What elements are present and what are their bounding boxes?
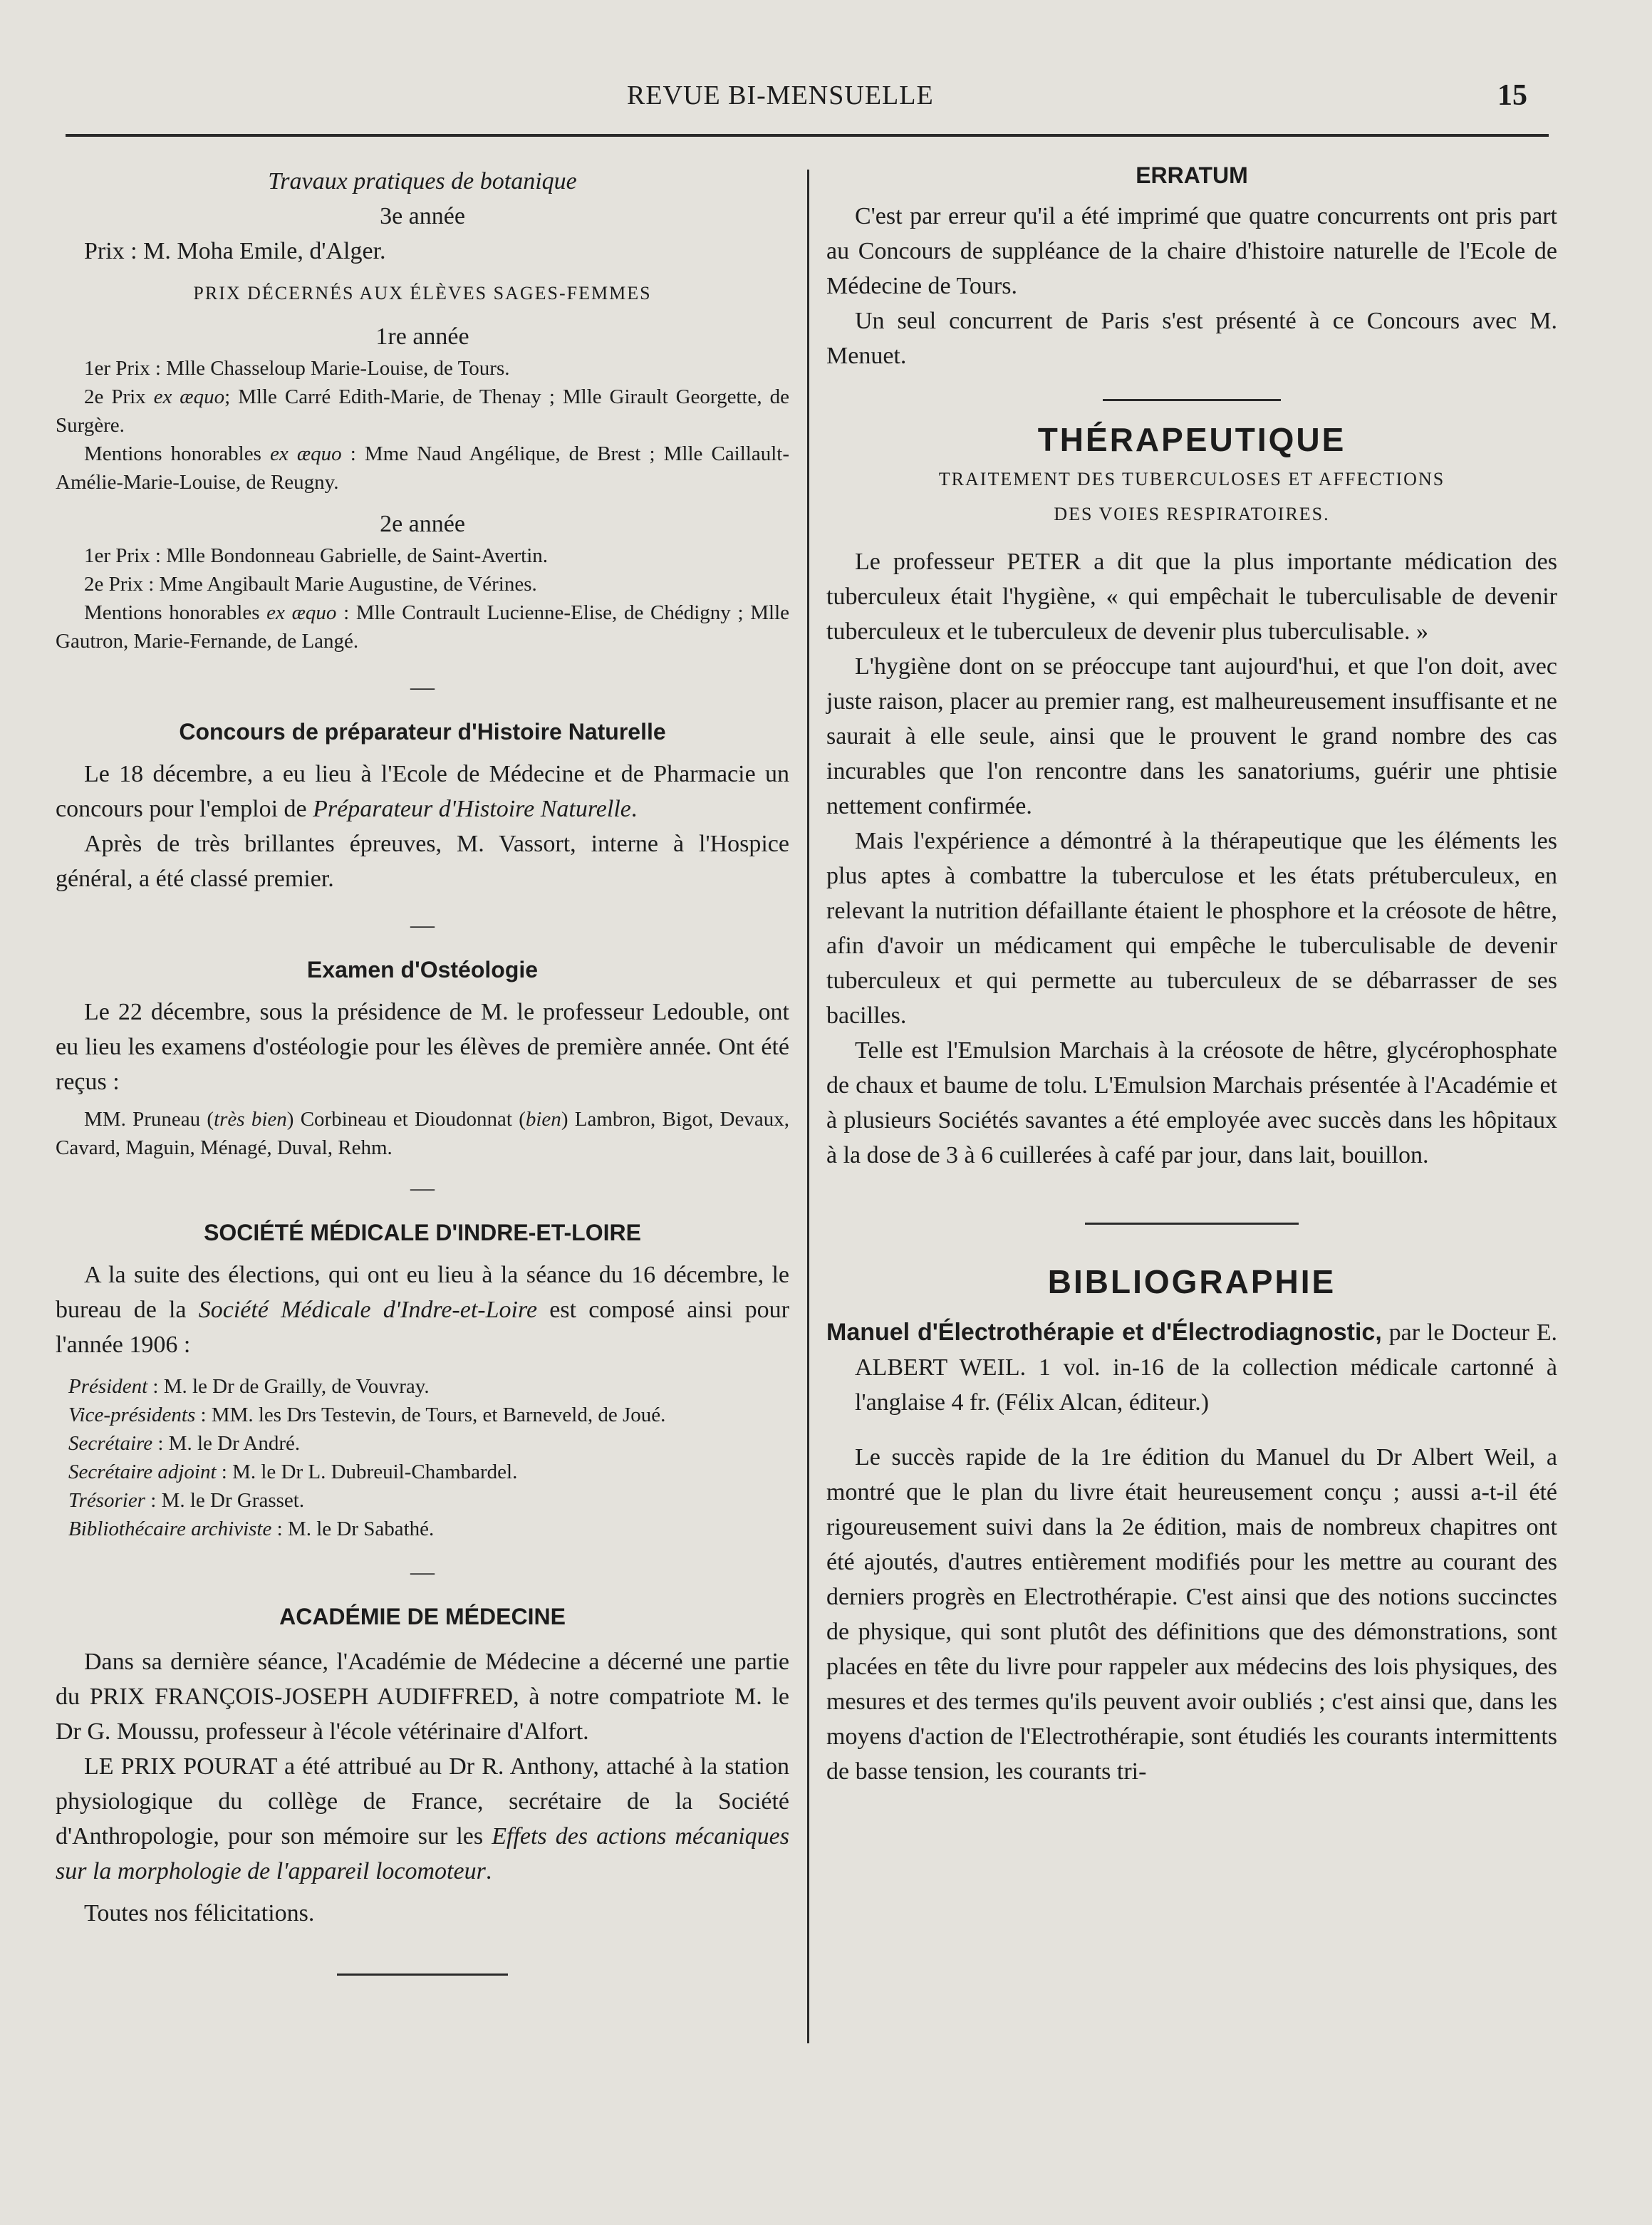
therapeutique-paragraph: L'hygiène dont on se préoccupe tant aujourd'hui, et que l'on doit, avec juste raison, placer au premier rang, est malheureusement insuffisante et ne saurait à elle seule, ainsi que le prouvent le grand nombre des cas incurables que l'on rencontre dans les sanatoriums, guérir une phtisie nettement confirmée. xyxy=(826,653,1557,819)
section-dash: — xyxy=(410,1559,435,1585)
left-column xyxy=(56,164,789,1976)
year1-prizes xyxy=(56,354,789,497)
concours-paragraph: Après de très brillantes épreuves, M. Vassort, interne à l'Hospice général, a été classé premier. xyxy=(56,831,789,892)
osteologie-heading: Examen d'Ostéologie xyxy=(306,957,539,982)
mention-line: Mentions honorables ex æquo : Mme Naud Angélique, de Brest ; Mlle Caillault-Amélie-Marie-Louise, de Reugny. xyxy=(56,442,789,494)
bureau-line: Président : M. le Dr de Grailly, de Vouvray. xyxy=(68,1375,430,1398)
erratum-paragraph: C'est par erreur qu'il a été imprimé que quatre concurrents ont pris part au Concours de suppléance de la chaire d'histoire naturelle de l'Ecole de Médecine de Tours. xyxy=(826,203,1557,299)
osteologie-paragraph: Le 22 décembre, sous la présidence de M. le professeur Ledouble, ont eu lieu les examens d'ostéologie pour les élèves de première année. Ont été reçus : xyxy=(56,999,789,1095)
section-dash: — xyxy=(410,1175,435,1201)
prize-line: 1er Prix : Mlle Chasseloup Marie-Louise, de Tours. xyxy=(84,357,510,380)
societe-heading: SOCIÉTÉ MÉDICALE D'INDRE-ET-LOIRE xyxy=(204,1220,641,1245)
section-dash: — xyxy=(410,674,435,700)
bureau-line: Bibliothécaire archiviste : M. le Dr Sabathé. xyxy=(68,1518,435,1540)
sages-femmes-year2: 2e année xyxy=(380,511,465,537)
academie-closing: Toutes nos félicitations. xyxy=(84,1900,315,1926)
societe-paragraph: A la suite des élections, qui ont eu lieu à la séance du 16 décembre, le bureau de la Société Médicale d'Indre-et-Loire est composé ainsi pour l'année 1906 : xyxy=(56,1262,790,1358)
column-rule xyxy=(807,170,809,2043)
concours-heading: Concours de préparateur d'Histoire Naturelle xyxy=(179,719,666,745)
right-column xyxy=(826,158,1557,1789)
section-dash: — xyxy=(410,912,435,938)
academie-paragraph: Dans sa dernière séance, l'Académie de Médecine a décerné une partie du PRIX FRANÇOIS-JOSEPH AUDIFFRED, à notre compatriote M. le Dr G. Moussu, professeur à l'école vétérinaire d'Alfort. xyxy=(56,1649,789,1745)
section-rule xyxy=(1103,399,1281,401)
osteologie-names: MM. Pruneau (très bien) Corbineau et Dioudonnat (bien) Lambron, Bigot, Devaux, Cavard, Maguin, Ménagé, Duval, Rehm. xyxy=(56,1108,789,1159)
botanique-title: Travaux pratiques de botanique xyxy=(268,168,577,195)
academie-heading: ACADÉMIE DE MÉDECINE xyxy=(279,1604,566,1629)
concours-paragraph: Le 18 décembre, a eu lieu à l'Ecole de Médecine et de Pharmacie un concours pour l'emploi de Préparateur d'Histoire Naturelle. xyxy=(56,761,789,822)
erratum-paragraph: Un seul concurrent de Paris s'est présenté à ce Concours avec M. Menuet. xyxy=(826,308,1557,369)
botanique-prize: Prix : M. Moha Emile, d'Alger. xyxy=(84,238,386,264)
section-rule xyxy=(1085,1223,1299,1225)
bureau-line: Vice-présidents : MM. les Drs Testevin, de Tours, et Barneveld, de Joué. xyxy=(68,1404,666,1426)
running-title: REVUE BI-MENSUELLE xyxy=(627,81,934,110)
prize-line: 1er Prix : Mlle Bondonneau Gabrielle, de Saint-Avertin. xyxy=(84,544,548,567)
bibliographie-paragraph: Le succès rapide de la 1re édition du Manuel du Dr Albert Weil, a montré que le plan du livre était heureusement conçu ; aussi a-t-il été rigoureusement suivi dans la 2e édition, mais de nombreux chapitres ont été ajoutés, d'autres entièrement modifiés pour les mettre au courant des derniers progrès en Electrothérapie. C'est ainsi que des notions succinctes de physique, qui sont plutôt des définitions que des démonstrations, sont placées en tête du livre pour rappeler aux médecins des lois physiques, des mesures et des termes qu'ils peuvent avoir oubliés ; c'est ainsi que, dans les moyens d'action de l'Electrothérapie, sont étudiés les courants intermittents de basse tension, les courants tri- xyxy=(826,1444,1557,1785)
bureau-line: Secrétaire : M. le Dr André. xyxy=(68,1432,301,1455)
therapeutique-paragraph: Le professeur PETER a dit que la plus importante médication des tuberculeux était l'hygiène, « qui empêchait le tuberculisable de devenir tuberculeux et le tuberculeux de devenir plus tuberculisable. » xyxy=(826,549,1557,645)
academie-paragraph: LE PRIX POURAT a été attribué au Dr R. Anthony, attaché à la station physiologique du collège de France, secrétaire de la Société d'Anthropologie, pour son mémoire sur les Effets des actions mécaniques sur la morphologie de l'appareil locomoteur. xyxy=(56,1753,789,1884)
header-rule xyxy=(66,134,1549,137)
bibliographie-heading: BIBLIOGRAPHIE xyxy=(1047,1263,1336,1300)
therapeutique-subtitle: DES VOIES RESPIRATOIRES. xyxy=(1054,504,1330,524)
therapeutique-paragraph: Telle est l'Emulsion Marchais à la créosote de hêtre, glycérophosphate de chaux et baume de tolu. L'Emulsion Marchais présentée à l'Académie et à plusieurs Sociétés savantes a été employée avec succès dans les hôpitaux à la dose de 3 à 6 cuillerées à café par jour, dans lait, bouillon. xyxy=(826,1037,1557,1168)
book-reference: Manuel d'Électrothérapie et d'Électrodiagnostic, par le Docteur E. ALBERT WEIL. 1 vol. in-16 de la collection médicale cartonné à l'anglaise 4 fr. (Félix Alcan, éditeur.) xyxy=(826,1319,1557,1416)
sages-femmes-year1: 1re année xyxy=(375,323,469,350)
prize-line: 2e Prix : Mme Angibault Marie Augustine, de Vérines. xyxy=(84,573,537,596)
therapeutique-paragraph: Mais l'expérience a démontré à la thérapeutique que les éléments les plus aptes à combattre la tuberculose et les états prétuberculeux, en relevant la nutrition défaillante étaient le phosphore et la créosote de hêtre, afin d'avoir un médicament qui empêche le tuberculisable de devenir tuberculeux et qui permette au tuberculeux de se débarrasser de ses bacilles. xyxy=(826,828,1557,1029)
therapeutique-subtitle: TRAITEMENT DES TUBERCULOSES ET AFFECTIONS xyxy=(938,469,1445,489)
bureau-line: Trésorier : M. le Dr Grasset. xyxy=(68,1489,305,1512)
therapeutique-heading: THÉRAPEUTIQUE xyxy=(1037,421,1346,458)
prize-line: 2e Prix ex æquo; Mlle Carré Edith-Marie, de Thenay ; Mlle Girault Georgette, de Surgère. xyxy=(56,385,789,437)
erratum-heading: ERRATUM xyxy=(1136,162,1248,188)
page-number: 15 xyxy=(1497,79,1527,112)
mention-line: Mentions honorables ex æquo : Mlle Contrault Lucienne-Elise, de Chédigny ; Mlle Gautron, Marie-Fernande, de Langé. xyxy=(56,601,789,653)
sages-femmes-heading: PRIX DÉCERNÉS AUX ÉLÈVES SAGES-FEMMES xyxy=(193,283,652,304)
societe-bureau-list xyxy=(56,1372,789,1543)
year2-prizes xyxy=(56,541,789,655)
bureau-line: Secrétaire adjoint : M. le Dr L. Dubreuil-Chambardel. xyxy=(68,1461,518,1483)
botanique-year: 3e année xyxy=(380,203,465,229)
end-rule xyxy=(337,1974,508,1976)
